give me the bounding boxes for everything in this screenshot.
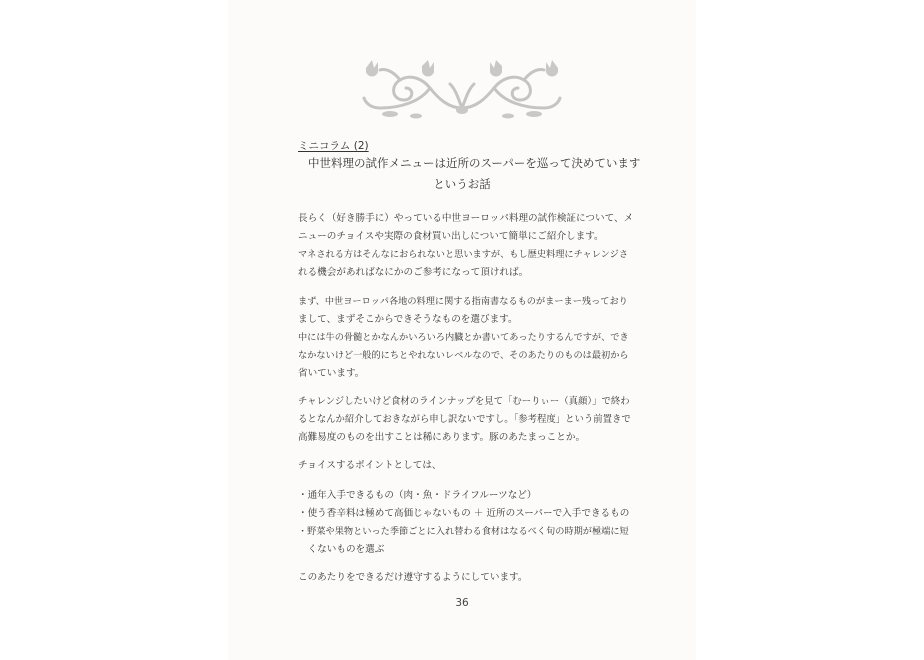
body-paragraph-4-line-1: チョイスするポイントとしては、 <box>298 460 442 471</box>
body-paragraph-2-line-2: まして、まずそこからできそうなものを選びます。 <box>298 314 518 325</box>
page-number: 36 <box>455 597 469 609</box>
body-paragraph-2-line-1: まず、中世ヨーロッパ各地の料理に関する指南書なるものがまーまー残っており <box>298 296 628 307</box>
body-paragraph-1-line-4: れる機会があればなにかのご参考になって頂ければ。 <box>298 267 529 278</box>
body-paragraph-2-line-5: 省いています。 <box>298 368 365 379</box>
body-paragraph-1-line-1: 長らく（好き勝手に）やっている中世ヨーロッパ料理の試作検証について、メ <box>298 213 634 224</box>
floral-ornament <box>360 58 564 122</box>
bullet-item-3-line-2: くないものを選ぶ <box>298 544 385 555</box>
body-paragraph-1-line-2: ニューのチョイスや実際の食材買い出しについて簡単にご紹介します。 <box>298 231 604 242</box>
headline-line-2: というお話 <box>433 177 491 191</box>
closing-line: このあたりをできるだけ遵守するようにしています。 <box>298 572 528 583</box>
bullet-item-1: ・通年入手できるもの（肉・魚・ドライフルーツなど） <box>298 490 537 501</box>
body-paragraph-3-line-3: 高難易度のものを出すことは稀にあります。豚のあたまっことか。 <box>298 432 586 443</box>
body-paragraph-2-line-3: 中には牛の骨髄とかなんかいろいろ内臓とか書いてあったりするんですが、でき <box>298 332 629 343</box>
body-paragraph-1-line-3: マネされる方はそんなにおられないと思いますが、もし歴史料理にチャレンジさ <box>298 249 629 260</box>
body-paragraph-3-line-1: チャレンジしたいけど食材のラインナップを見て「むーりぃー（真顔）」で終わ <box>298 396 630 407</box>
body-paragraph-3-line-2: るとなんか紹介しておきながら申し訳ないですし。「参考程度」という前置きで <box>298 414 631 425</box>
book-page <box>228 0 696 660</box>
headline-line-1: 中世料理の試作メニューは近所のスーパーを巡って決めています <box>308 156 641 170</box>
bullet-item-3-line-1: ・野菜や果物といった季節ごとに入れ替わる食材はなるべく旬の時期が極端に短 <box>298 526 629 537</box>
bullet-item-2: ・使う香辛料は極めて高価じゃないもの ＋ 近所のスーパーで入手できるもの <box>298 508 630 519</box>
body-paragraph-2-line-4: なかないけど一般的にちとやれないレベルなので、そのあたりのものは最初から <box>298 350 629 361</box>
column-label: ミニコラム (2) <box>298 140 369 152</box>
